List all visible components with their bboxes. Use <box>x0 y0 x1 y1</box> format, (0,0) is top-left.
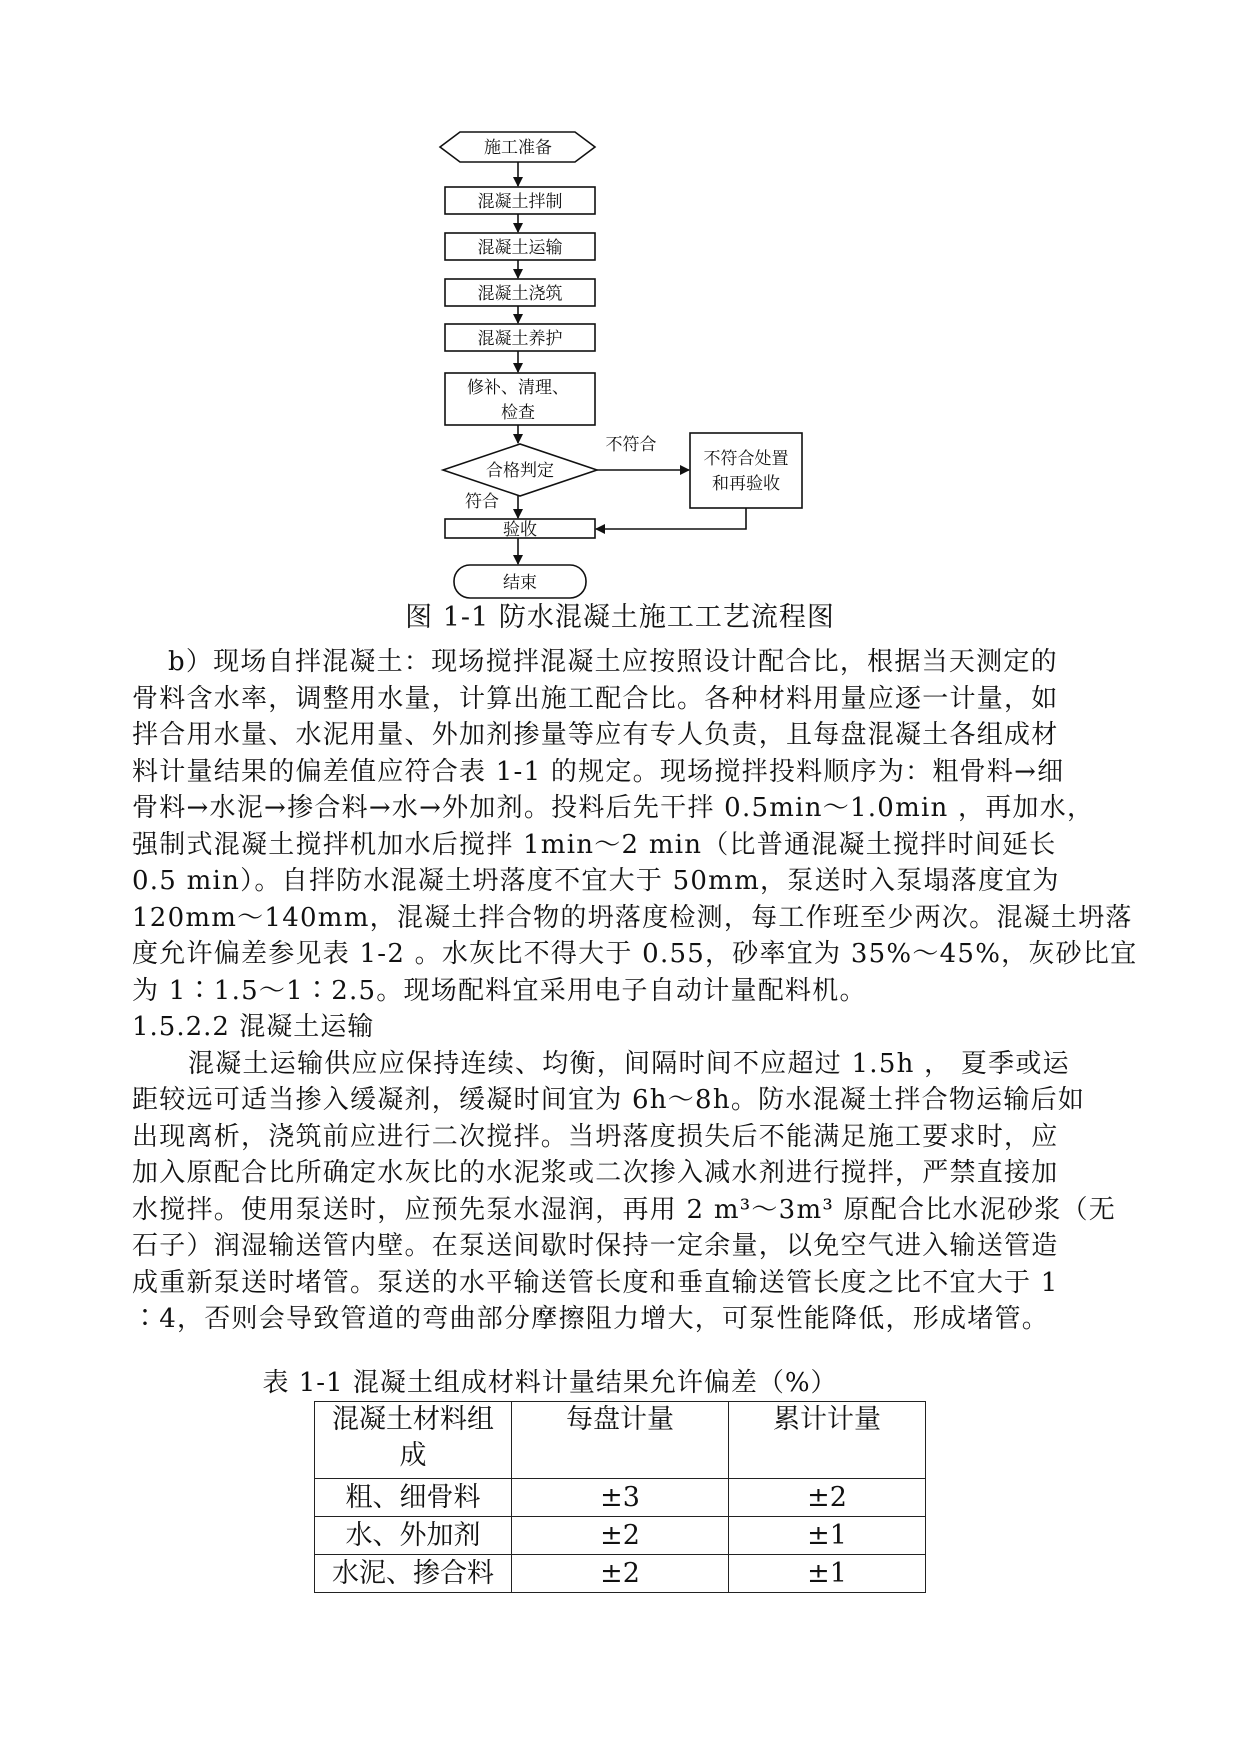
table-row <box>315 1555 926 1593</box>
flow-accept-label: 验收 <box>503 520 537 540</box>
flow-repair-label-1: 修补、清理、 <box>467 378 569 398</box>
flow-nonconform-label-2: 和再验收 <box>712 474 780 494</box>
paragraph-line: 骨料含水率，调整用水量，计算出施工配合比。各种材料用量应逐一计量，如 <box>132 683 1059 714</box>
paragraph-line: ∶4，否则会导致管道的弯曲部分摩擦阻力增大，可泵性能降低，形成堵管。 <box>132 1304 1050 1334</box>
flow-repair-label-2: 检查 <box>501 403 535 423</box>
cell-per-batch: ±2 <box>512 1555 729 1593</box>
cell-cumulative: ±1 <box>729 1517 926 1555</box>
cell-per-batch: ±2 <box>512 1517 729 1555</box>
table-title: 表 1-1 混凝土组成材料计量结果允许偏差（%） <box>262 1368 838 1398</box>
flow-curing-label: 混凝土养护 <box>477 329 563 349</box>
body-text <box>132 644 1138 1338</box>
flow-transport-label: 混凝土运输 <box>477 238 563 258</box>
cell-material: 水泥、掺合料 <box>315 1555 512 1593</box>
flow-nonconform-box <box>690 433 802 508</box>
flow-fail-edge-label: 不符合 <box>605 435 657 455</box>
paragraph-line: 为 1∶1.5～1∶2.5。现场配料宜采用电子自动计量配料机。 <box>132 975 867 1006</box>
cell-material: 水、外加剂 <box>315 1517 512 1555</box>
header-cell-per-batch: 每盘计量 <box>512 1402 729 1479</box>
paragraph-line: 120mm～140mm，混凝土拌合物的坍落度检测，每工作班至少两次。混凝土坍落 <box>132 902 1133 933</box>
table-row <box>315 1479 926 1517</box>
paragraph-line: 加入原配合比所确定水灰比的水泥浆或二次掺入减水剂进行搅拌，严禁直接加 <box>132 1158 1059 1188</box>
figure-caption: 图 1-1 防水混凝土施工工艺流程图 <box>405 602 835 633</box>
paragraph-line: 水搅拌。使用泵送时，应预先泵水湿润，再用 2 m³～3m³ 原配合比水泥砂浆（无 <box>132 1194 1117 1225</box>
flow-pouring-label: 混凝土浇筑 <box>477 284 563 304</box>
paragraph-line: 石子）润湿输送管内壁。在泵送间歇时保持一定余量，以免空气进入输送管造 <box>132 1231 1059 1261</box>
paragraph-line: 成重新泵送时堵管。泵送的水平输送管长度和垂直输送管长度之比不宜大于 1 <box>132 1267 1059 1298</box>
paragraph-line: 距较远可适当掺入缓凝剂，缓凝时间宜为 6h～8h。防水混凝土拌合物运输后如 <box>132 1085 1086 1115</box>
cell-cumulative: ±2 <box>729 1479 926 1517</box>
paragraph-line: 拌合用水量、水泥用量、外加剂掺量等应有专人负责，且每盘混凝土各组成材 <box>132 720 1059 750</box>
header-cell-cumulative: 累计计量 <box>729 1402 926 1479</box>
cell-cumulative: ±1 <box>729 1555 926 1593</box>
table-row <box>315 1517 926 1555</box>
paragraph-line: 强制式混凝土搅拌机加水后搅拌 1min～2 min（比普通混凝土搅拌时间延长 <box>132 829 1057 860</box>
flow-arrow-return <box>596 508 746 529</box>
paragraph-line: 料计量结果的偏差值应符合表 1-1 的规定。现场搅拌投料顺序为：粗骨料→细 <box>132 756 1065 787</box>
section-heading: 1.5.2.2 混凝土运输 <box>132 1012 375 1042</box>
header-material-line2: 成 <box>399 1440 427 1471</box>
flow-decision-label: 合格判定 <box>486 461 554 481</box>
paragraph-line: 度允许偏差参见表 1-2 。水灰比不得大于 0.55，砂率宜为 35%～45%，灰砂比宜 <box>132 939 1138 969</box>
paragraph-line: b）现场自拌混凝土：现场搅拌混凝土应按照设计配合比，根据当天测定的 <box>168 647 1058 677</box>
paragraph-line: 混凝土运输供应应保持连续、均衡，间隔时间不应超过 1.5h ， 夏季或运 <box>188 1048 1070 1079</box>
cell-material: 粗、细骨料 <box>315 1479 512 1517</box>
flow-nonconform-label-1: 不符合处置 <box>703 449 789 469</box>
table-header-row <box>315 1402 926 1479</box>
paragraph-line: 出现离析，浇筑前应进行二次搅拌。当坍落度损失后不能满足施工要求时，应 <box>132 1121 1059 1152</box>
header-cell-material <box>315 1402 512 1479</box>
flow-end-label: 结束 <box>503 573 537 593</box>
paragraph-line: 0.5 min）。自拌防水混凝土坍落度不宜大于 50mm，泵送时入泵塌落度宜为 <box>132 866 1060 896</box>
flow-mixing-label: 混凝土拌制 <box>477 192 563 212</box>
flow-start-label: 施工准备 <box>484 138 552 158</box>
flow-pass-edge-label: 符合 <box>465 492 499 512</box>
cell-per-batch: ±3 <box>512 1479 729 1517</box>
header-material-line1: 混凝土材料组 <box>332 1404 494 1435</box>
paragraph-line: 骨料→水泥→掺合料→水→外加剂。投料后先干拌 0.5min～1.0min ，再加水， <box>132 793 1095 823</box>
tolerance-table <box>314 1401 926 1593</box>
process-flowchart <box>0 0 1240 605</box>
